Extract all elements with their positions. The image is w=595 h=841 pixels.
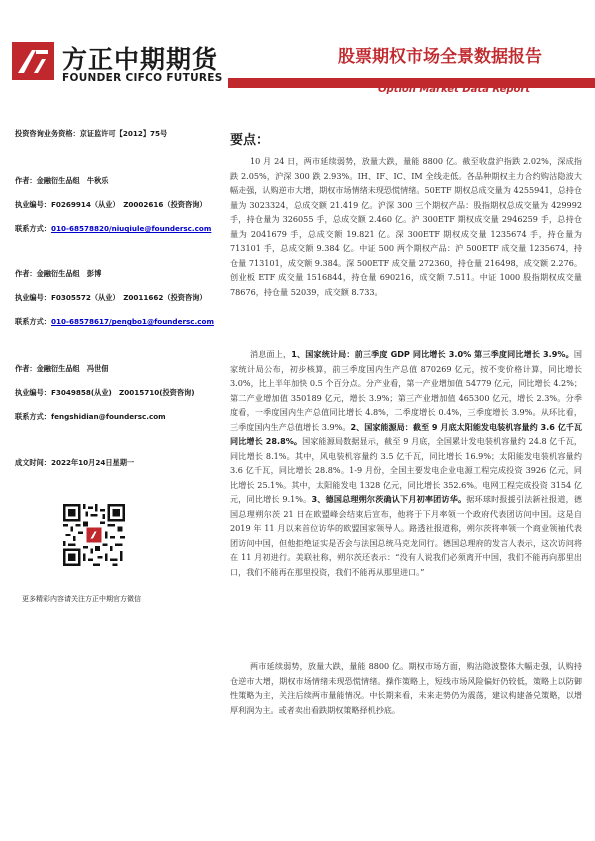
contact-link[interactable]: 010-68578820/niuqiule@foundersc.com (50, 224, 212, 233)
cert-line: 执业编号：F3049858(从业) Z0015710(投资咨询) (15, 388, 195, 397)
contact-line (15, 317, 214, 327)
qr-caption: 更多精彩内容请关注方正中期官方微信 (22, 595, 141, 603)
contact-value: fengshidian@foundersc.com (50, 412, 166, 421)
date-line: 成文时间：2022年10月24日星期一 (15, 458, 135, 467)
report-header (0, 0, 595, 128)
news-body: 据环球时报援引法新社报道，德国总理朔尔茨 21 日在欧盟峰会结束后宣布，他将于下月率领一个政府代表团访问中国。这是自 2019 年 11 月以来首位访华的欧盟国家领导人。路透社报道称，朔尔茨将率领一个商业领袖代表团访问中国，但他拒绝证实是否会与法国总统马克龙同行。德国总理府的发言人表示，这次访问将在 11 月初进行。美联社称，朔尔茨还表示：“没有人说我们必须离开中国，我们不能再向那里出口，我们不能再在那里投资，我们不能再从那里进口。” (230, 494, 582, 577)
news-intro: 消息面上， (250, 349, 292, 359)
founder-logo-icon (12, 42, 54, 80)
cert-line: 执业编号：F0305572（从业） Z0011662（投资咨询） (15, 293, 207, 302)
news-body: 国家能源局数据显示，截至 9 月底，全国累计发电装机容量约 24.8 亿千瓦，同比增长 8.1%。其中，风电装机容量约 3.5 亿千瓦，同比增长 16.9%；太阳能发电装机容量约 3.6 亿千瓦，同比增长 28.8%。1-9 月份，全国主要发电企业电源工程完成投资 3926 亿元，同比增长 25.1%。其中，太阳能发电 1328 亿元，同比增长 352.6%。电网工程完成投资 3154 亿元，同比增长 9.1%。 (230, 436, 583, 504)
contact-label: 联系方式： (15, 412, 51, 421)
contact-link[interactable]: 010-68578617/pengbo1@foundersc.com (50, 317, 214, 326)
report-title: 股票期权市场全景数据报告 (338, 47, 542, 67)
cert-line: 执业编号：F0269914（从业） Z0002616（投资咨询） (15, 200, 207, 209)
contact-line (15, 412, 166, 422)
contact-label: 联系方式： (15, 317, 51, 326)
brand-name-cn: 方正中期期货 (62, 45, 219, 74)
news-headline: 1、国家统计局：前三季度 GDP 同比增长 3.0% 第三季度同比增长 3.9%。 (291, 349, 574, 359)
contact-label: 联系方式： (15, 224, 51, 233)
paragraph-market-summary: 10 月 24 日，两市延续弱势，放量大跌，量能 8800 亿。截至收盘沪指跌 2.02%，深成指跌 2.05%，沪深 300 跌 2.93%。IH、IF、IC、IM 全线走低。各品种期权主力合约购沽隐波大幅走强，认购逆市大增，期权市场情绪未现恐慌情绪。50ETF 期权总成交量为 4255941，总持仓量为 3023324，总成交额 21.419 亿。沪深 300 三个期权产品：股指期权总成交量为 429992 手，持仓量为 326055 手，总成交额 2.460 亿。沪 300ETF 期权成交量 2946259 手，总持仓量为 2041679 手，总成交额 19.821 亿。深 300ETF 期权成交量 1235674 手，持仓量为 713101 手，总成交额 9.384 亿。中证 500 两个期权产品：沪 500ETF 成交量 1235674，持仓量 713101，成交额 9.384。深 500ETF 成交量 272360，持仓量 216498，成交额 2.276。创业板 ETF 成交量 1516844，持仓量 690216，成交额 7.511。中证 1000 股指期权成交量 78676，持仓量 52039，成交额 8.733。 (230, 156, 582, 297)
paragraph-strategy: 两市延续弱势，放量大跌，量能 8800 亿。期权市场方面，购沽隐波整体大幅走强，认购持仓逆市大增，期权市场情绪未现恐慌情绪。操作策略上，短线市场风险偏好仍较低，策略上以防御性策略为主，关注后续两市量能情况。中长期来看，未来走势仍为震荡，建议构建备兑策略，以增厚利润为主。或者卖出看跌期权策略择机抄底。 (230, 661, 582, 715)
author-line: 作者：金融衍生品组 彭博 (15, 269, 102, 278)
section-title-key-points: 要点： (230, 133, 270, 148)
author-line: 作者：金融衍生品组 牛秋乐 (15, 176, 109, 185)
news-headline: 2、国家能源局：截至 9 月底太阳能发电装机容量约 3.6 亿千瓦 同比增长 28.8%。 (230, 421, 582, 446)
news-body: 国家统计局公布，初步核算，前三季度国内生产总值 870269 亿元，按不变价格计算，同比增长 3.0%，比上半年加快 0.5 个百分点。分产业看，第一产业增加值 54779 亿元，同比增长 4.2%；第二产业增加值 350189 亿元，增长 3.9%；第三产业增加值 465300 亿元，增长 2.3%。分季度看，一季度国内生产总值同比增长 4.8%，二季度增长 0.4%，三季度增长 3.9%。从环比看，三季度国内生产总值增长 3.9%。 (230, 349, 582, 432)
wechat-qr-code-icon (63, 504, 125, 566)
brand-name-en: FOUNDER CIFCO FUTURES (62, 72, 223, 84)
paragraph-news (230, 347, 582, 579)
news-headline: 3、德国总理朔尔茨确认下月初率团访华。 (311, 494, 467, 504)
license-text: 投资咨询业务资格：京证监许可【2012】75号 (15, 129, 168, 138)
author-line: 作者：金融衍生品组 冯世佃 (15, 364, 109, 373)
report-subtitle-en: Option Market Data Report (378, 84, 531, 95)
contact-line (15, 224, 211, 234)
